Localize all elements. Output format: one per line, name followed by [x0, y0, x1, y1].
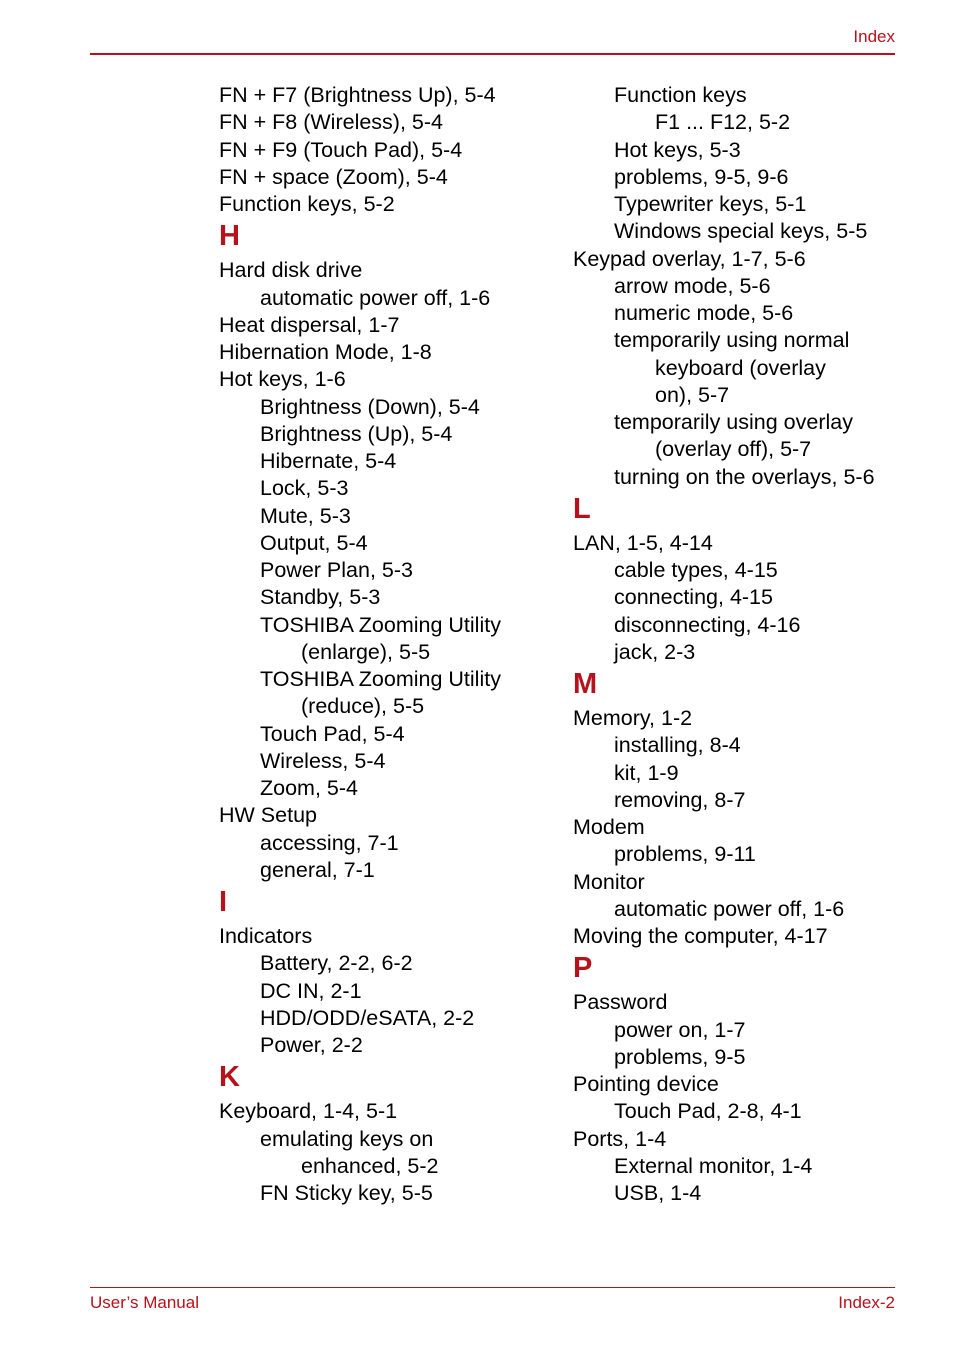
index-subentry: temporarily using normal	[614, 328, 850, 353]
index-letter-heading: I	[219, 886, 228, 918]
index-entry: Memory, 1-2	[573, 706, 693, 730]
index-subentry: Brightness (Up), 5-4	[260, 421, 453, 446]
index-subentry: Function keys	[614, 83, 747, 107]
index-entry: Hard disk drive	[219, 258, 363, 283]
index-subentry: External monitor, 1-4	[614, 1153, 813, 1178]
index-subentry: (enlarge), 5-5	[301, 639, 431, 664]
index-subentry: Power, 2-2	[260, 1033, 363, 1057]
index-entry: FN + F9 (Touch Pad), 5-4	[219, 137, 463, 162]
index-subentry: temporarily using overlay	[614, 410, 853, 434]
index-subentry: automatic power off, 1-6	[260, 285, 491, 310]
index-subentry: problems, 9-5, 9-6	[614, 164, 789, 189]
index-subentry: (reduce), 5-5	[301, 694, 425, 719]
index-entry: Keypad overlay, 1-7, 5-6	[573, 246, 806, 271]
index-subentry: TOSHIBA Zooming Utility	[260, 667, 501, 691]
index-subentry: emulating keys on	[260, 1126, 434, 1151]
footer-page-number: Index-2	[838, 1293, 895, 1312]
index-column-left	[219, 82, 559, 1207]
index-subentry: Touch Pad, 2-8, 4-1	[614, 1099, 802, 1124]
index-letter-heading: H	[219, 220, 240, 253]
index-entry: FN + F8 (Wireless), 5-4	[219, 110, 443, 135]
index-subentry: TOSHIBA Zooming Utility	[260, 612, 501, 637]
index-subentry: Hibernate, 5-4	[260, 449, 397, 473]
header-rule	[90, 53, 895, 55]
index-subentry: Mute, 5-3	[260, 503, 351, 528]
index-subentry: Brightness (Down), 5-4	[260, 394, 480, 419]
index-subentry: Wireless, 5-4	[260, 748, 386, 773]
index-entry: Password	[573, 990, 668, 1015]
index-letter-heading: M	[573, 668, 598, 700]
index-entry: Monitor	[573, 869, 645, 894]
index-entry: Ports, 1-4	[573, 1126, 667, 1151]
index-subentry: jack, 2-3	[614, 639, 696, 664]
footer-manual-title: User’s Manual	[90, 1293, 199, 1312]
index-subentry: Typewriter keys, 5-1	[614, 192, 807, 216]
index-entry: Heat dispersal, 1-7	[219, 312, 400, 337]
index-subentry: Battery, 2-2, 6-2	[260, 951, 413, 976]
index-subentry: on), 5-7	[655, 382, 730, 407]
index-subentry: installing, 8-4	[614, 733, 741, 758]
index-subentry: Lock, 5-3	[260, 476, 349, 501]
index-subentry: disconnecting, 4-16	[614, 612, 801, 637]
index-subentry: keyboard (overlay	[655, 355, 826, 380]
footer-rule	[90, 1287, 895, 1288]
index-subentry: Windows special keys, 5-5	[614, 219, 868, 244]
index-subentry: connecting, 4-15	[614, 585, 773, 610]
index-subentry: accessing, 7-1	[260, 830, 399, 855]
index-entry: LAN, 1-5, 4-14	[573, 530, 713, 555]
index-entry: Indicators	[219, 924, 313, 948]
index-subentry: USB, 1-4	[614, 1181, 702, 1205]
index-subentry: (overlay off), 5-7	[655, 437, 812, 462]
index-subentry: kit, 1-9	[614, 760, 679, 785]
index-subentry: removing, 8-7	[614, 787, 746, 812]
index-subentry: automatic power off, 1-6	[614, 896, 845, 921]
index-subentry: Power Plan, 5-3	[260, 558, 413, 582]
index-entry: Moving the computer, 4-17	[573, 924, 828, 948]
index-subentry: numeric mode, 5-6	[614, 301, 794, 325]
index-subentry: Hot keys, 5-3	[614, 137, 741, 162]
index-subentry: HDD/ODD/eSATA, 2-2	[260, 1005, 475, 1030]
index-entry: Pointing device	[573, 1072, 719, 1096]
index-subentry: Output, 5-4	[260, 530, 368, 555]
index-letter-heading: P	[573, 952, 593, 985]
index-column-right	[573, 82, 903, 1207]
index-entry: Keyboard, 1-4, 5-1	[219, 1099, 398, 1124]
index-entry: FN + space (Zoom), 5-4	[219, 164, 448, 189]
index-subentry: enhanced, 5-2	[301, 1153, 439, 1178]
page-header-title: Index	[853, 27, 895, 46]
index-subentry: Standby, 5-3	[260, 585, 381, 610]
index-entry: Hibernation Mode, 1-8	[219, 340, 432, 364]
index-subentry: power on, 1-7	[614, 1017, 746, 1042]
index-subentry: arrow mode, 5-6	[614, 273, 771, 298]
index-entry: FN + F7 (Brightness Up), 5-4	[219, 83, 496, 107]
index-subentry: DC IN, 2-1	[260, 978, 362, 1003]
index-subentry: Zoom, 5-4	[260, 776, 358, 800]
index-entry: HW Setup	[219, 803, 317, 828]
index-entry: Function keys, 5-2	[219, 192, 395, 216]
index-entry: Modem	[573, 815, 645, 839]
index-subentry: problems, 9-5	[614, 1044, 746, 1069]
index-subentry: Touch Pad, 5-4	[260, 721, 405, 746]
index-subentry: turning on the overlays, 5-6	[614, 464, 875, 489]
index-subentry: FN Sticky key, 5-5	[260, 1181, 433, 1205]
index-subentry: F1 ... F12, 5-2	[655, 110, 791, 135]
index-subentry: general, 7-1	[260, 857, 375, 882]
index-subentry: cable types, 4-15	[614, 558, 778, 582]
index-letter-heading: K	[219, 1061, 240, 1094]
index-entry: Hot keys, 1-6	[219, 367, 346, 392]
index-letter-heading: L	[573, 492, 591, 525]
index-subentry: problems, 9-11	[614, 842, 756, 867]
